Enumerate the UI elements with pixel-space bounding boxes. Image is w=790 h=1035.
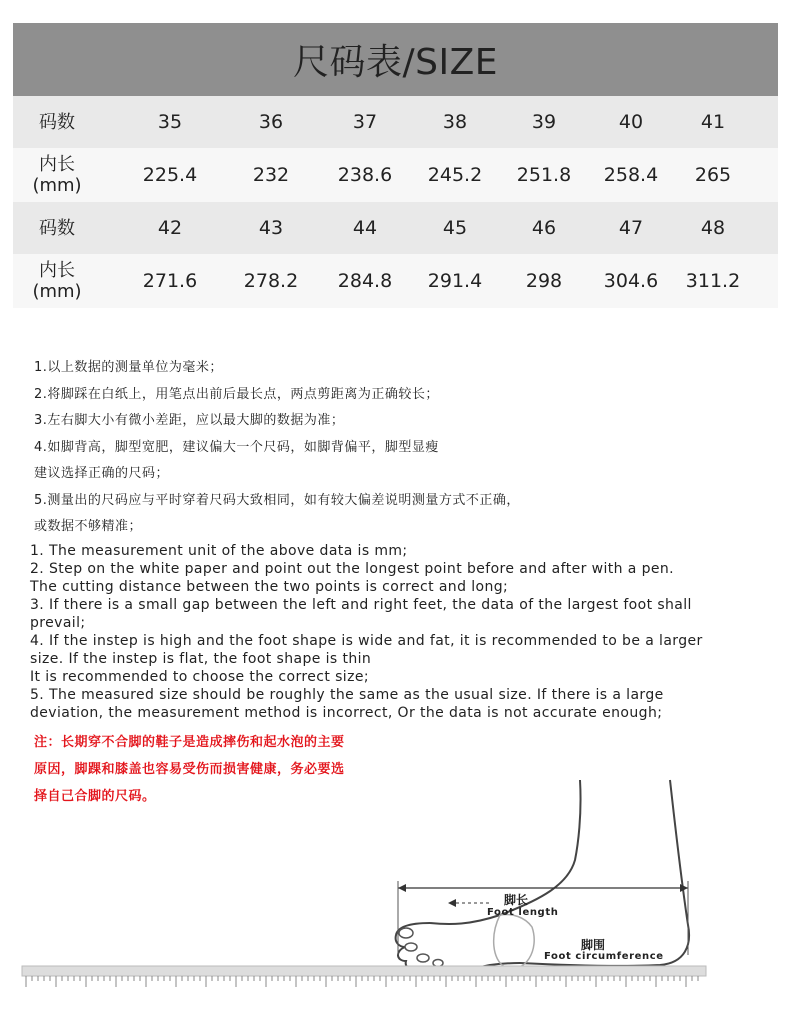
row-label-length (13, 260, 101, 302)
row-label-length-cn: 内长 (39, 154, 75, 175)
cn-note-line: 5.测量出的尺码应与平时穿着尺码大致相同，如有较大偏差说明测量方式不正确， (34, 492, 520, 508)
warning-line: 注：长期穿不合脚的鞋子是造成摔伤和起水泡的主要 (34, 735, 345, 750)
table-cell: 291.4 (427, 270, 483, 292)
foot-circumference-label-cn: 脚围 (581, 938, 606, 952)
cn-note-line: 4.如脚背高，脚型宽肥，建议偏大一个尺码，如脚背偏平，脚型显瘦 (34, 439, 439, 455)
table-cell: 265 (694, 164, 732, 186)
size-chart-table (13, 23, 778, 308)
english-notes (30, 542, 770, 722)
table-cell: 258.4 (603, 164, 659, 186)
foot-illustration (20, 775, 710, 1020)
table-title: 尺码表/SIZE (292, 42, 498, 83)
table-cell: 311.2 (685, 270, 741, 292)
cn-note-line: 1.以上数据的测量单位为毫米； (34, 360, 223, 375)
length-row-2 (13, 254, 778, 308)
row-label-length-cn: 内长 (39, 260, 75, 281)
circumference-loop (494, 915, 535, 969)
cn-note-line: 建议选择正确的尺码； (34, 466, 170, 481)
row-label-size: 码数 (39, 111, 75, 133)
warning-line: 原因，脚踝和膝盖也容易受伤而损害健康，务必要选 (34, 762, 345, 777)
foot-length-label-cn: 脚长 (504, 893, 529, 907)
table-cell: 39 (531, 111, 557, 133)
table-cell: 48 (700, 217, 726, 239)
row-label-length-unit: (mm) (32, 175, 82, 196)
table-cell: 38 (442, 111, 468, 133)
cn-note-line: 3.左右脚大小有微小差距，应以最大脚的数据为准； (34, 413, 345, 428)
table-cell: 271.6 (142, 270, 198, 292)
en-note-line: The cutting distance between the two points is correct and long; (30, 579, 509, 595)
chinese-notes (34, 358, 734, 544)
en-note-line: It is recommended to choose the correct size; (30, 669, 369, 685)
toe-nail (405, 943, 417, 951)
row-label-length (13, 154, 101, 196)
en-note-line: 2. Step on the white paper and point out the longest point before and after with a pen. (30, 561, 675, 577)
arrow-head-left (398, 884, 406, 892)
direction-arrow (448, 899, 456, 907)
table-cell: 284.8 (337, 270, 393, 292)
cn-note-line: 或数据不够精准； (34, 519, 143, 534)
table-cell: 298 (525, 270, 563, 292)
en-note-line: prevail; (30, 615, 86, 631)
en-note-line: deviation, the measurement method is incorrect, Or the data is not accurate enough; (30, 705, 663, 721)
warning-line: 择自己合脚的尺码。 (34, 789, 156, 804)
table-cell: 232 (252, 164, 290, 186)
size-row-1 (13, 96, 778, 148)
toe-nail (417, 954, 429, 962)
en-note-line: 5. The measured size should be roughly the same as the usual size. If there is a large (30, 687, 664, 703)
table-cell: 304.6 (603, 270, 659, 292)
table-title-bar (13, 23, 778, 96)
table-cell: 278.2 (243, 270, 299, 292)
toe-nail (433, 960, 443, 967)
en-note-line: 1. The measurement unit of the above data is mm; (30, 543, 408, 559)
table-cell: 238.6 (337, 164, 393, 186)
table-cell: 245.2 (427, 164, 483, 186)
toe-nail (399, 928, 413, 938)
table-cell: 44 (352, 217, 378, 239)
table-cell: 45 (442, 217, 468, 239)
en-note-line: size. If the instep is flat, the foot shape is thin (30, 651, 372, 667)
table-cell: 41 (700, 111, 726, 133)
ruler-ticks (26, 976, 698, 987)
table-cell: 251.8 (516, 164, 572, 186)
row-label-size: 码数 (39, 217, 75, 239)
en-note-line: 4. If the instep is high and the foot shape is wide and fat, it is recommended to be a larger (30, 633, 703, 649)
ruler (22, 966, 706, 976)
cn-note-line: 2.将脚踩在白纸上，用笔点出前后最长点，两点剪距离为正确较长； (34, 386, 439, 402)
table-cell: 40 (618, 111, 644, 133)
table-cell: 42 (157, 217, 183, 239)
table-cell: 35 (157, 111, 183, 133)
table-cell: 43 (258, 217, 284, 239)
size-row-2 (13, 202, 778, 254)
foot-circumference-label-en: Foot circumference (544, 951, 664, 962)
row-label-length-unit: (mm) (32, 281, 82, 302)
table-cell: 46 (531, 217, 557, 239)
en-note-line: 3. If there is a small gap between the left and right feet, the data of the largest foot shall (30, 597, 692, 613)
table-cell: 36 (258, 111, 284, 133)
table-cell: 37 (352, 111, 378, 133)
table-cell: 47 (618, 217, 644, 239)
foot-length-label-en: Foot length (487, 907, 559, 918)
foot-measurement-diagram (20, 775, 710, 1020)
length-row-1 (13, 148, 778, 202)
table-cell: 225.4 (142, 164, 198, 186)
